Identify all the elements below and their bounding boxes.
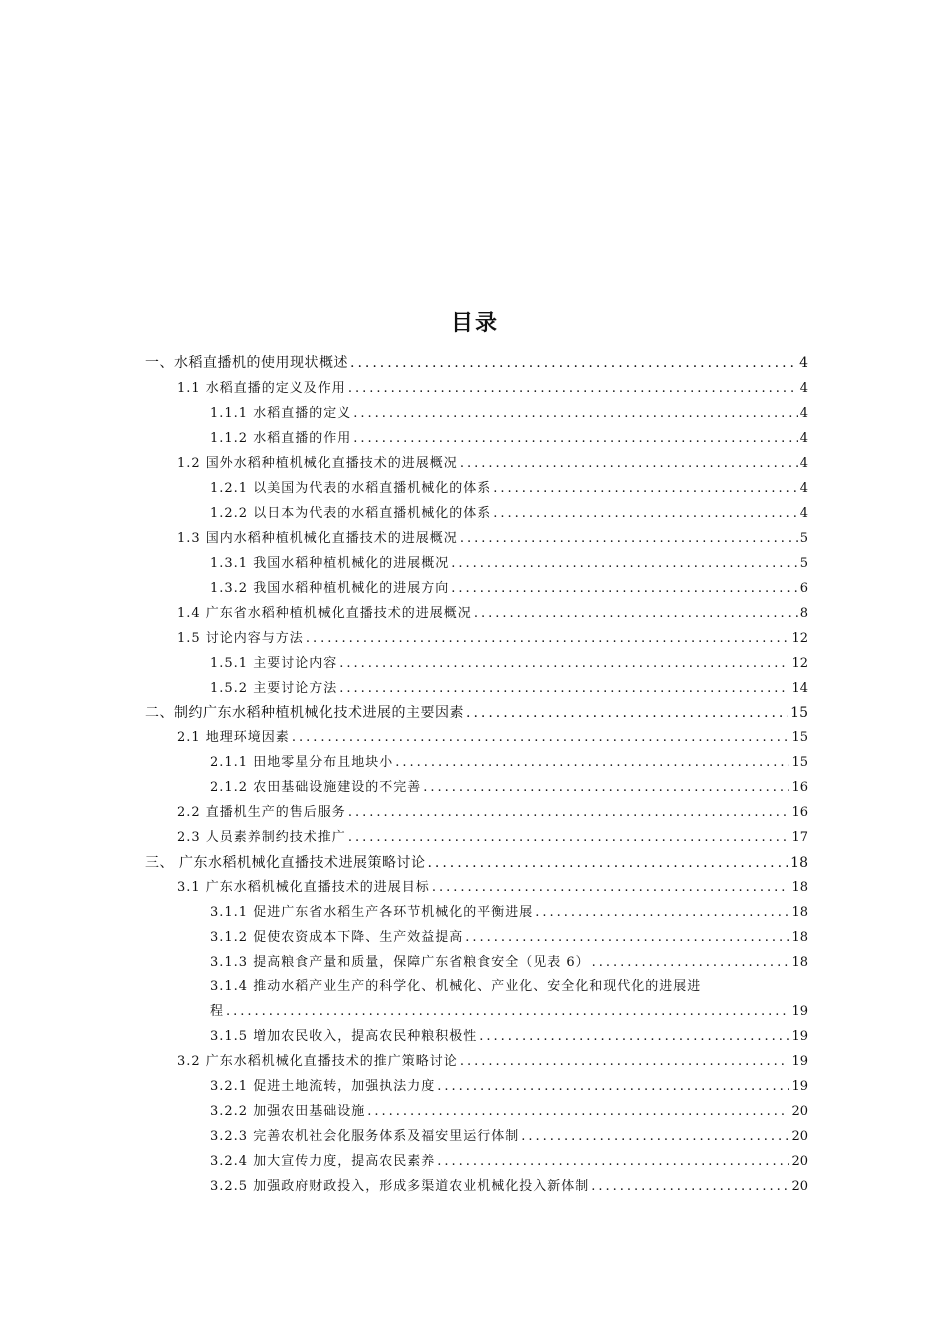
toc-entry-page: 12	[791, 631, 808, 646]
toc-entry-label-continuation: 程	[210, 1004, 225, 1019]
toc-entry-page: 20	[791, 1179, 808, 1194]
toc-entry-page: 15	[791, 755, 808, 770]
toc-leader-dots	[592, 952, 790, 974]
toc-leader-dots	[535, 902, 789, 924]
toc-leader-dots	[437, 1151, 789, 1173]
toc-leader-dots	[353, 403, 798, 425]
toc-leader-dots	[292, 727, 790, 749]
toc-entry-page: 4	[799, 431, 808, 446]
toc-leader-dots	[226, 1001, 789, 1023]
toc-entry[interactable]	[177, 1051, 808, 1073]
toc-entry-page: 17	[791, 830, 808, 845]
toc-leader-dots	[521, 1126, 789, 1148]
toc-entry-page: 15	[791, 730, 808, 745]
toc-entry-label: 3.2.2 加强农田基础设施	[210, 1104, 366, 1119]
toc-entry[interactable]	[210, 478, 808, 500]
toc-entry-label: 1.2.1 以美国为代表的水稻直播机械化的体系	[210, 481, 492, 496]
toc-entry[interactable]	[210, 1026, 808, 1048]
toc-entry-wrapped[interactable]	[210, 974, 808, 999]
toc-entry-label: 1.2.2 以日本为代表的水稻直播机械化的体系	[210, 506, 492, 521]
toc-entry-label: 1.2 国外水稻种植机械化直播技术的进展概况	[177, 456, 458, 471]
toc-entry-continuation[interactable]	[210, 1001, 808, 1023]
toc-entry-label: 3.2.1 促进土地流转，加强执法力度	[210, 1079, 436, 1094]
toc-entry[interactable]	[177, 628, 808, 650]
toc-entry-page: 4	[799, 406, 808, 421]
toc-leader-dots	[591, 1176, 789, 1198]
toc-leader-dots	[348, 378, 798, 400]
toc-leader-dots	[423, 777, 789, 799]
toc-entry[interactable]	[210, 927, 808, 949]
toc-entry-page: 6	[799, 581, 808, 596]
toc-leader-dots	[432, 877, 790, 899]
toc-entry-page: 20	[791, 1104, 808, 1119]
toc-entry-page: 18	[791, 930, 808, 945]
toc-entry[interactable]	[177, 603, 808, 625]
toc-entry-label: 2.1.2 农田基础设施建设的不完善	[210, 780, 422, 795]
toc-entry[interactable]	[177, 378, 808, 400]
toc-entry-page: 19	[791, 1054, 808, 1069]
toc-entry-label: 1.5.2 主要讨论方法	[210, 681, 338, 696]
toc-entry[interactable]	[210, 1151, 808, 1173]
toc-leader-dots	[493, 503, 798, 525]
toc-entry-label: 1.1.1 水稻直播的定义	[210, 406, 352, 421]
toc-entry-label: 1.1 水稻直播的定义及作用	[177, 381, 346, 396]
toc-entry-label: 2.1.1 田地零星分布且地块小	[210, 755, 394, 770]
toc-entry[interactable]	[210, 1076, 808, 1098]
toc-entry[interactable]	[177, 528, 808, 550]
toc-entry[interactable]	[210, 428, 808, 450]
toc-entry[interactable]	[210, 503, 808, 525]
toc-entry-label: 3.1.5 增加农民收入，提高农民种粮积极性	[210, 1029, 478, 1044]
toc-entry-page: 5	[799, 556, 808, 571]
toc-entry-label: 1.3.1 我国水稻种植机械化的进展概况	[210, 556, 450, 571]
toc-entry-page: 5	[799, 531, 808, 546]
toc-leader-dots	[367, 1101, 789, 1123]
toc-entry-page: 4	[799, 506, 808, 521]
toc-entry-label: 3.1 广东水稻机械化直播技术的进展目标	[177, 880, 430, 895]
toc-entry[interactable]	[210, 1126, 808, 1148]
toc-entry[interactable]	[210, 952, 808, 974]
toc-entry[interactable]	[210, 752, 808, 774]
toc-entry-label: 1.3.2 我国水稻种植机械化的进展方向	[210, 581, 450, 596]
toc-leader-dots	[348, 827, 790, 849]
toc-entry-label: 3.1.4 推动水稻产业生产的科学化、机械化、产业化、安全化和现代化的进展进	[210, 979, 702, 994]
toc-leader-dots	[465, 927, 789, 949]
toc-entry-page: 18	[791, 955, 808, 970]
toc-leader-dots	[451, 553, 798, 575]
toc-entry-page: 4	[799, 355, 808, 371]
toc-entry[interactable]	[210, 403, 808, 425]
toc-leader-dots	[437, 1076, 789, 1098]
toc-entry-label: 1.3 国内水稻种植机械化直播技术的进展概况	[177, 531, 458, 546]
toc-entry[interactable]	[177, 802, 808, 824]
toc-entry-label: 1.4 广东省水稻种植机械化直播技术的进展概况	[177, 606, 472, 621]
toc-entry-page: 16	[791, 805, 808, 820]
toc-entry-page: 19	[791, 1079, 808, 1094]
toc-leader-dots	[395, 752, 789, 774]
toc-leader-dots	[460, 1051, 790, 1073]
toc-entry-label: 1.1.2 水稻直播的作用	[210, 431, 352, 446]
toc-leader-dots	[460, 528, 798, 550]
toc-entry-label: 3.1.1 促进广东省水稻生产各环节机械化的平衡进展	[210, 905, 534, 920]
toc-entry-page: 8	[799, 606, 808, 621]
toc-entry[interactable]	[177, 877, 808, 899]
toc-entry-label: 3.2.5 加强政府财政投入，形成多渠道农业机械化投入新体制	[210, 1179, 590, 1194]
toc-entry-label: 三、 广东水稻机械化直播技术进展策略讨论	[145, 855, 426, 871]
toc-entry-page: 18	[791, 880, 808, 895]
toc-entry[interactable]	[210, 1101, 808, 1123]
toc-entry-label: 3.2.3 完善农机社会化服务体系及福安里运行体制	[210, 1129, 520, 1144]
toc-entry-page: 20	[791, 1154, 808, 1169]
toc-entry-page: 16	[791, 780, 808, 795]
toc-entry[interactable]	[210, 578, 808, 600]
toc-entry-label: 1.5 讨论内容与方法	[177, 631, 304, 646]
toc-entry-page: 4	[799, 381, 808, 396]
toc-entry-page: 19	[791, 1004, 808, 1019]
toc-entry-page: 20	[791, 1129, 808, 1144]
toc-entry-label: 2.1 地理环境因素	[177, 730, 290, 745]
toc-leader-dots	[460, 453, 798, 475]
toc-leader-dots	[353, 428, 798, 450]
toc-leader-dots	[466, 702, 788, 724]
toc-entry-label: 3.1.2 促使农资成本下降、生产效益提高	[210, 930, 464, 945]
toc-entry[interactable]	[177, 827, 808, 849]
toc-entry[interactable]	[210, 777, 808, 799]
toc-entry[interactable]	[177, 453, 808, 475]
toc-entry-label: 1.5.1 主要讨论内容	[210, 656, 338, 671]
toc-entry-page: 18	[790, 855, 808, 871]
toc-leader-dots	[350, 352, 797, 374]
toc-entry-page: 14	[791, 681, 808, 696]
toc-leader-dots	[427, 852, 788, 874]
toc-leader-dots	[451, 578, 798, 600]
toc-entry-label: 二、制约广东水稻种植机械化技术进展的主要因素	[145, 705, 464, 721]
toc-entry[interactable]	[210, 1176, 808, 1198]
toc-entry-label: 3.2.4 加大宣传力度，提高农民素养	[210, 1154, 436, 1169]
toc-entry[interactable]	[145, 702, 808, 724]
toc-entry[interactable]	[145, 352, 808, 374]
toc-entry[interactable]	[177, 727, 808, 749]
toc-leader-dots	[339, 678, 789, 700]
toc-entry-label: 一、水稻直播机的使用现状概述	[145, 355, 348, 371]
toc-leader-dots	[474, 603, 798, 625]
toc-entry-label: 2.3 人员素养制约技术推广	[177, 830, 346, 845]
toc-entry-page: 18	[791, 905, 808, 920]
toc-entry-label: 3.2 广东水稻机械化直播技术的推广策略讨论	[177, 1054, 458, 1069]
toc-entry-page: 4	[799, 456, 808, 471]
toc-entry[interactable]	[210, 653, 808, 675]
toc-leader-dots	[479, 1026, 789, 1048]
toc-entry[interactable]	[210, 678, 808, 700]
toc-entry[interactable]	[210, 553, 808, 575]
toc-entry[interactable]	[210, 902, 808, 924]
toc-entry[interactable]	[145, 852, 808, 874]
toc-entry-page: 15	[790, 705, 808, 721]
toc-leader-dots	[493, 478, 798, 500]
toc-entry-page: 12	[791, 656, 808, 671]
toc-entry-label: 2.2 直播机生产的售后服务	[177, 805, 346, 820]
toc-entry-label: 3.1.3 提高粮食产量和质量，保障广东省粮食安全（见表 6）	[210, 955, 590, 970]
toc-title: 目录	[450, 311, 499, 336]
toc-leader-dots	[348, 802, 790, 824]
toc-entry-page: 4	[799, 481, 808, 496]
toc-entry-page: 19	[791, 1029, 808, 1044]
toc-leader-dots	[339, 653, 789, 675]
toc-leader-dots	[306, 628, 790, 650]
